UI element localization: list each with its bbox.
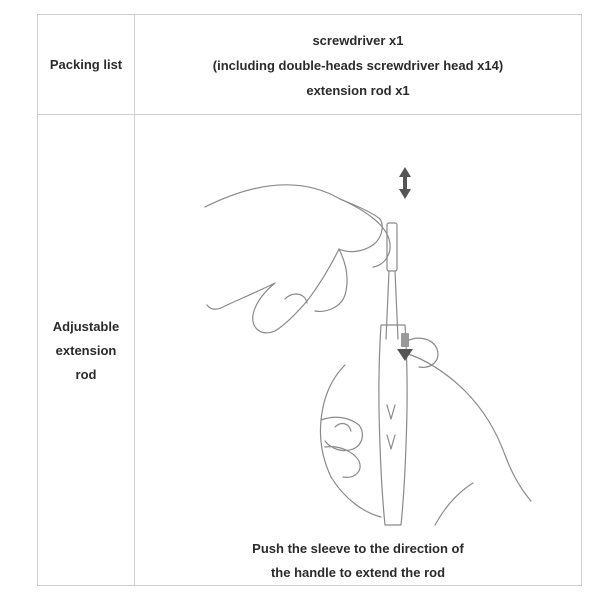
spec-table [37,14,582,586]
extension-label-line-2: extension [55,343,117,358]
rod-sleeve [387,223,397,271]
rod-line-right [395,271,398,339]
down-arrow-icon [397,333,413,361]
packing-item-extension-rod: extension rod x1 [306,82,410,98]
packing-list-contents [135,15,581,115]
upper-hand-thumb [340,199,390,267]
packing-list-label: Packing list [49,57,123,72]
packing-item-heads: (including double-heads screwdriver head x14) [212,57,504,73]
extension-label-line-1: Adjustable [52,319,120,334]
rod-line-left [386,271,389,339]
upper-hand-nail [285,294,307,303]
extension-label-line-3: rod [75,367,97,382]
up-down-arrow-icon [399,167,411,199]
lower-hand-nail [335,424,351,431]
caption-line-2: the handle to extend the rod [270,565,446,580]
upper-hand-finger [315,249,347,311]
lower-hand-outline [320,353,531,517]
handle-detail [387,405,395,449]
extension-rod-label [38,115,134,587]
illustration-caption [135,537,581,585]
lower-hand-wrist [435,483,473,525]
caption-line-1: Push the sleeve to the direction of [252,541,464,556]
extension-rod-illustration [135,115,582,535]
packing-item-screwdriver: screwdriver x1 [312,32,404,48]
